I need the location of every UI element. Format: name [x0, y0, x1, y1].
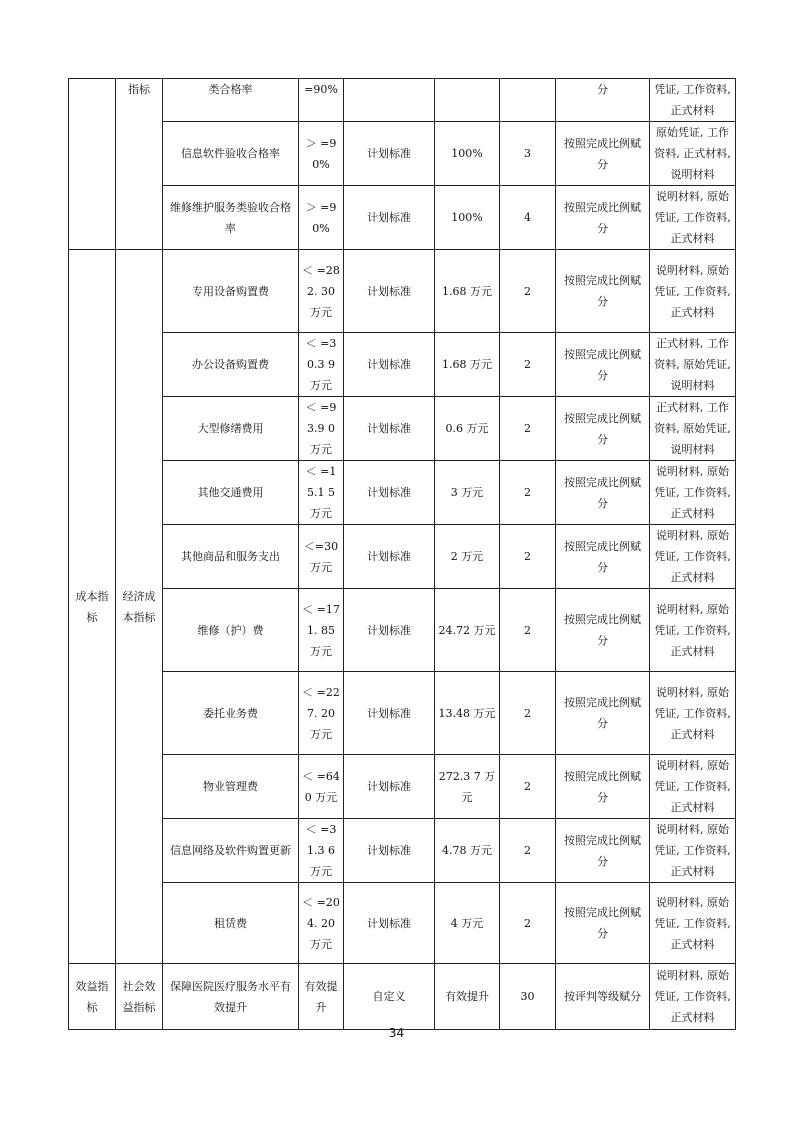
indicator-standard: 计划标准: [344, 589, 435, 672]
evidence-basis: 说明材料, 原始凭证, 工作资料, 正式材料: [650, 883, 736, 964]
evidence-basis: 正式材料, 工作资料, 原始凭证, 说明材料: [650, 333, 736, 397]
indicator-score: [500, 79, 556, 122]
indicator-value: ＞ =90%: [299, 122, 344, 186]
indicator-value: ＜ =204. 20 万元: [299, 883, 344, 964]
indicator-score: 4: [500, 186, 556, 250]
indicator-score: 3: [500, 122, 556, 186]
indicator-score: 2: [500, 589, 556, 672]
indicator-target: 有效提升: [435, 964, 500, 1030]
indicator-score: 2: [500, 819, 556, 883]
indicator-name: 信息软件验收合格率: [163, 122, 299, 186]
indicator-name: 其他交通费用: [163, 461, 299, 525]
scoring-method: 按照完成比例赋分: [556, 883, 650, 964]
indicator-standard: 计划标准: [344, 672, 435, 755]
table-row: [69, 525, 736, 589]
indicator-target: 3 万元: [435, 461, 500, 525]
indicator-target: 13.48 万元: [435, 672, 500, 755]
table-row: [69, 964, 736, 1030]
indicator-standard: 计划标准: [344, 250, 435, 333]
indicator-standard: 计划标准: [344, 186, 435, 250]
evidence-basis: 原始凭证, 工作资料, 正式材料, 说明材料: [650, 122, 736, 186]
indicator-target: 2 万元: [435, 525, 500, 589]
indicator-name: 物业管理费: [163, 755, 299, 819]
indicator-value: ＞ =90%: [299, 186, 344, 250]
scoring-method: 按照完成比例赋分: [556, 186, 650, 250]
indicator-target: 272.3 7 万元: [435, 755, 500, 819]
indicator-target: 24.72 万元: [435, 589, 500, 672]
scoring-method: 按照完成比例赋分: [556, 397, 650, 461]
indicator-score: 2: [500, 755, 556, 819]
scoring-method: 按评判等级赋分: [556, 964, 650, 1030]
indicator-target: 4.78 万元: [435, 819, 500, 883]
indicator-name: 租赁费: [163, 883, 299, 964]
indicator-target: 4 万元: [435, 883, 500, 964]
indicator-target: 100%: [435, 186, 500, 250]
indicator-target: 0.6 万元: [435, 397, 500, 461]
evidence-basis: 说明材料, 原始凭证, 工作资料, 正式材料: [650, 755, 736, 819]
indicator-standard: 自定义: [344, 964, 435, 1030]
table-row: [69, 250, 736, 333]
indicator-score: 2: [500, 672, 556, 755]
performance-indicator-table: [68, 78, 736, 1030]
table-row: [69, 589, 736, 672]
indicator-value: =90%: [299, 79, 344, 122]
indicator-standard: [344, 79, 435, 122]
indicator-name: 维修维护服务类验收合格率: [163, 186, 299, 250]
indicator-score: 2: [500, 333, 556, 397]
level2-label: 指标: [116, 79, 163, 250]
evidence-basis: 说明材料, 原始凭证, 工作资料, 正式材料: [650, 964, 736, 1030]
indicator-name: 办公设备购置费: [163, 333, 299, 397]
table-row: [69, 461, 736, 525]
indicator-standard: 计划标准: [344, 397, 435, 461]
scoring-method: 按照完成比例赋分: [556, 461, 650, 525]
scoring-method: 按照完成比例赋分: [556, 672, 650, 755]
page-number: 34: [388, 1026, 405, 1040]
indicator-name: 其他商品和服务支出: [163, 525, 299, 589]
indicator-score: 2: [500, 461, 556, 525]
evidence-basis: 说明材料, 原始凭证, 工作资料, 正式材料: [650, 672, 736, 755]
table-row: [69, 819, 736, 883]
scoring-method: 按照完成比例赋分: [556, 333, 650, 397]
evidence-basis: 说明材料, 原始凭证, 工作资料, 正式材料: [650, 250, 736, 333]
indicator-name: 保障医院医疗服务水平有效提升: [163, 964, 299, 1030]
evidence-basis: 正式材料, 工作资料, 原始凭证, 说明材料: [650, 397, 736, 461]
indicator-score: 2: [500, 250, 556, 333]
indicator-standard: 计划标准: [344, 461, 435, 525]
indicator-name: 维修（护）费: [163, 589, 299, 672]
scoring-method: 按照完成比例赋分: [556, 755, 650, 819]
scoring-method: 按照完成比例赋分: [556, 250, 650, 333]
scoring-method: 按照完成比例赋分: [556, 819, 650, 883]
indicator-standard: 计划标准: [344, 333, 435, 397]
table-row: [69, 397, 736, 461]
indicator-value: ＜ =171. 85 万元: [299, 589, 344, 672]
indicator-value: ＜ =227. 20 万元: [299, 672, 344, 755]
table-row: [69, 122, 736, 186]
table-row: [69, 755, 736, 819]
indicator-target: [435, 79, 500, 122]
table-row: [69, 672, 736, 755]
indicator-value: ＜ =31.3 6 万元: [299, 819, 344, 883]
evidence-basis: 说明材料, 原始凭证, 工作资料, 正式材料: [650, 186, 736, 250]
indicator-score: 30: [500, 964, 556, 1030]
indicator-score: 2: [500, 525, 556, 589]
indicator-score: 2: [500, 397, 556, 461]
indicator-name: 大型修缮费用: [163, 397, 299, 461]
indicator-value: ＜ =15.1 5 万元: [299, 461, 344, 525]
table-row: [69, 186, 736, 250]
indicator-standard: 计划标准: [344, 525, 435, 589]
indicator-standard: 计划标准: [344, 883, 435, 964]
scoring-method: 按照完成比例赋分: [556, 589, 650, 672]
scoring-method: 分: [556, 79, 650, 122]
indicator-name: 类合格率: [163, 79, 299, 122]
indicator-name: 专用设备购置费: [163, 250, 299, 333]
indicator-target: 1.68 万元: [435, 250, 500, 333]
table-row: [69, 883, 736, 964]
table-row: [69, 79, 736, 122]
evidence-basis: 说明材料, 原始凭证, 工作资料, 正式材料: [650, 589, 736, 672]
indicator-value: ＜=30 万元: [299, 525, 344, 589]
level1-label: 成本指标: [69, 250, 116, 964]
indicator-target: 100%: [435, 122, 500, 186]
indicator-value: ＜ =640 万元: [299, 755, 344, 819]
scoring-method: 按照完成比例赋分: [556, 122, 650, 186]
indicator-standard: 计划标准: [344, 755, 435, 819]
scoring-method: 按照完成比例赋分: [556, 525, 650, 589]
indicator-standard: 计划标准: [344, 819, 435, 883]
level1-cell-continued: [69, 79, 116, 250]
level1-label: 效益指标: [69, 964, 116, 1030]
table-row: [69, 333, 736, 397]
evidence-basis: 凭证, 工作资料, 正式材料: [650, 79, 736, 122]
indicator-name: 信息网络及软件购置更新: [163, 819, 299, 883]
evidence-basis: 说明材料, 原始凭证, 工作资料, 正式材料: [650, 525, 736, 589]
evidence-basis: 说明材料, 原始凭证, 工作资料, 正式材料: [650, 819, 736, 883]
indicator-value: ＜ =30.3 9 万元: [299, 333, 344, 397]
indicator-score: 2: [500, 883, 556, 964]
indicator-name: 委托业务费: [163, 672, 299, 755]
indicator-value: 有效提升: [299, 964, 344, 1030]
indicator-standard: 计划标准: [344, 122, 435, 186]
level2-label: 社会效益指标: [116, 964, 163, 1030]
indicator-target: 1.68 万元: [435, 333, 500, 397]
indicator-value: ＜ =282. 30 万元: [299, 250, 344, 333]
level2-label: 经济成本指标: [116, 250, 163, 964]
evidence-basis: 说明材料, 原始凭证, 工作资料, 正式材料: [650, 461, 736, 525]
indicator-value: ＜ =93.9 0 万元: [299, 397, 344, 461]
